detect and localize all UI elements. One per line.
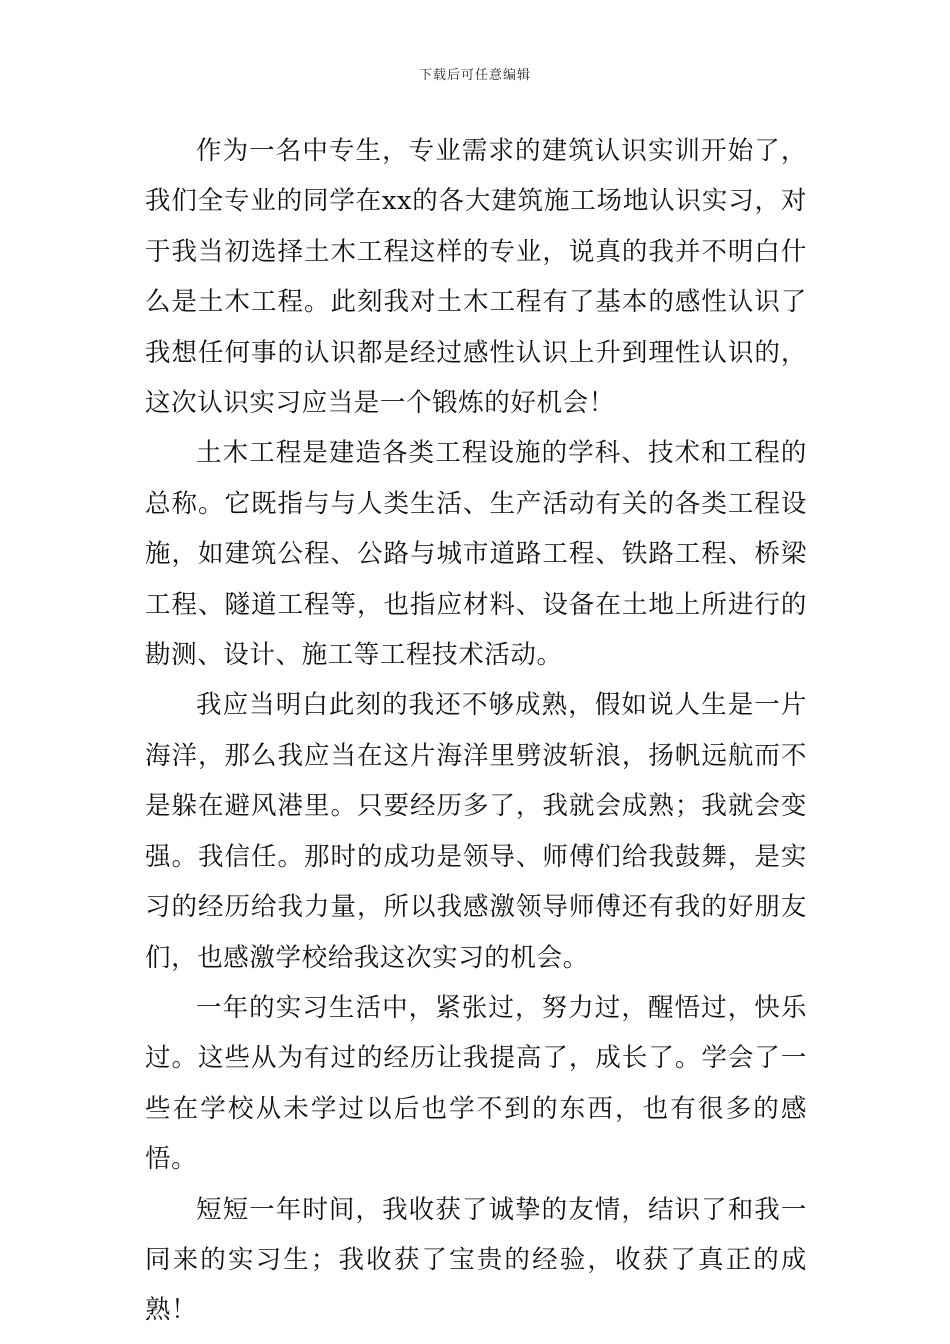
paragraph-1: 作为一名中专生，专业需求的建筑认识实训开始了，我们全专业的同学在xx的各大建筑施工场地认识实习，对于我当初选择土木工程这样的专业，说真的我并不明白什么是土木工程。此刻我对土木工程有了基本的感性认识了我想任何事的认识都是经过感性认识上升到理性认识的，这次认识实习应当是一个锻炼的好机会！ bbox=[145, 136, 807, 419]
paragraph-2: 土木工程是建造各类工程设施的学科、技术和工程的总称。它既指与与人类生活、生产活动有关的各类工程设施，如建筑公程、公路与城市道路工程、铁路工程、桥梁工程、隧道工程等，也指应材料、设备在土地上所进行的勘测、设计、施工等工程技术活动。 bbox=[145, 438, 807, 671]
paragraph-3: 我应当明白此刻的我还不够成熟，假如说人生是一片海洋，那么我应当在这片海洋里劈波斩浪，扬帆远航而不是躲在避风港里。只要经历多了，我就会成熟；我就会变强。我信任。那时的成功是领导、师傅们给我鼓舞，是实习的经历给我力量，所以我感激领导师傅还有我的好朋友们，也感激学校给我这次实习的机会。 bbox=[145, 690, 807, 973]
header-note: 下载后可任意编辑 bbox=[418, 68, 531, 83]
paragraph-5: 短短一年时间，我收获了诚挚的友情，结识了和我一同来的实习生；我收获了宝贵的经验，收获了真正的成熟！ bbox=[145, 1194, 807, 1326]
paragraph-4: 一年的实习生活中，紧张过，努力过，醒悟过，快乐过。这些从为有过的经历让我提高了，成长了。学会了一些在学校从未学过以后也学不到的东西，也有很多的感悟。 bbox=[145, 992, 807, 1175]
document-body bbox=[145, 126, 807, 1336]
